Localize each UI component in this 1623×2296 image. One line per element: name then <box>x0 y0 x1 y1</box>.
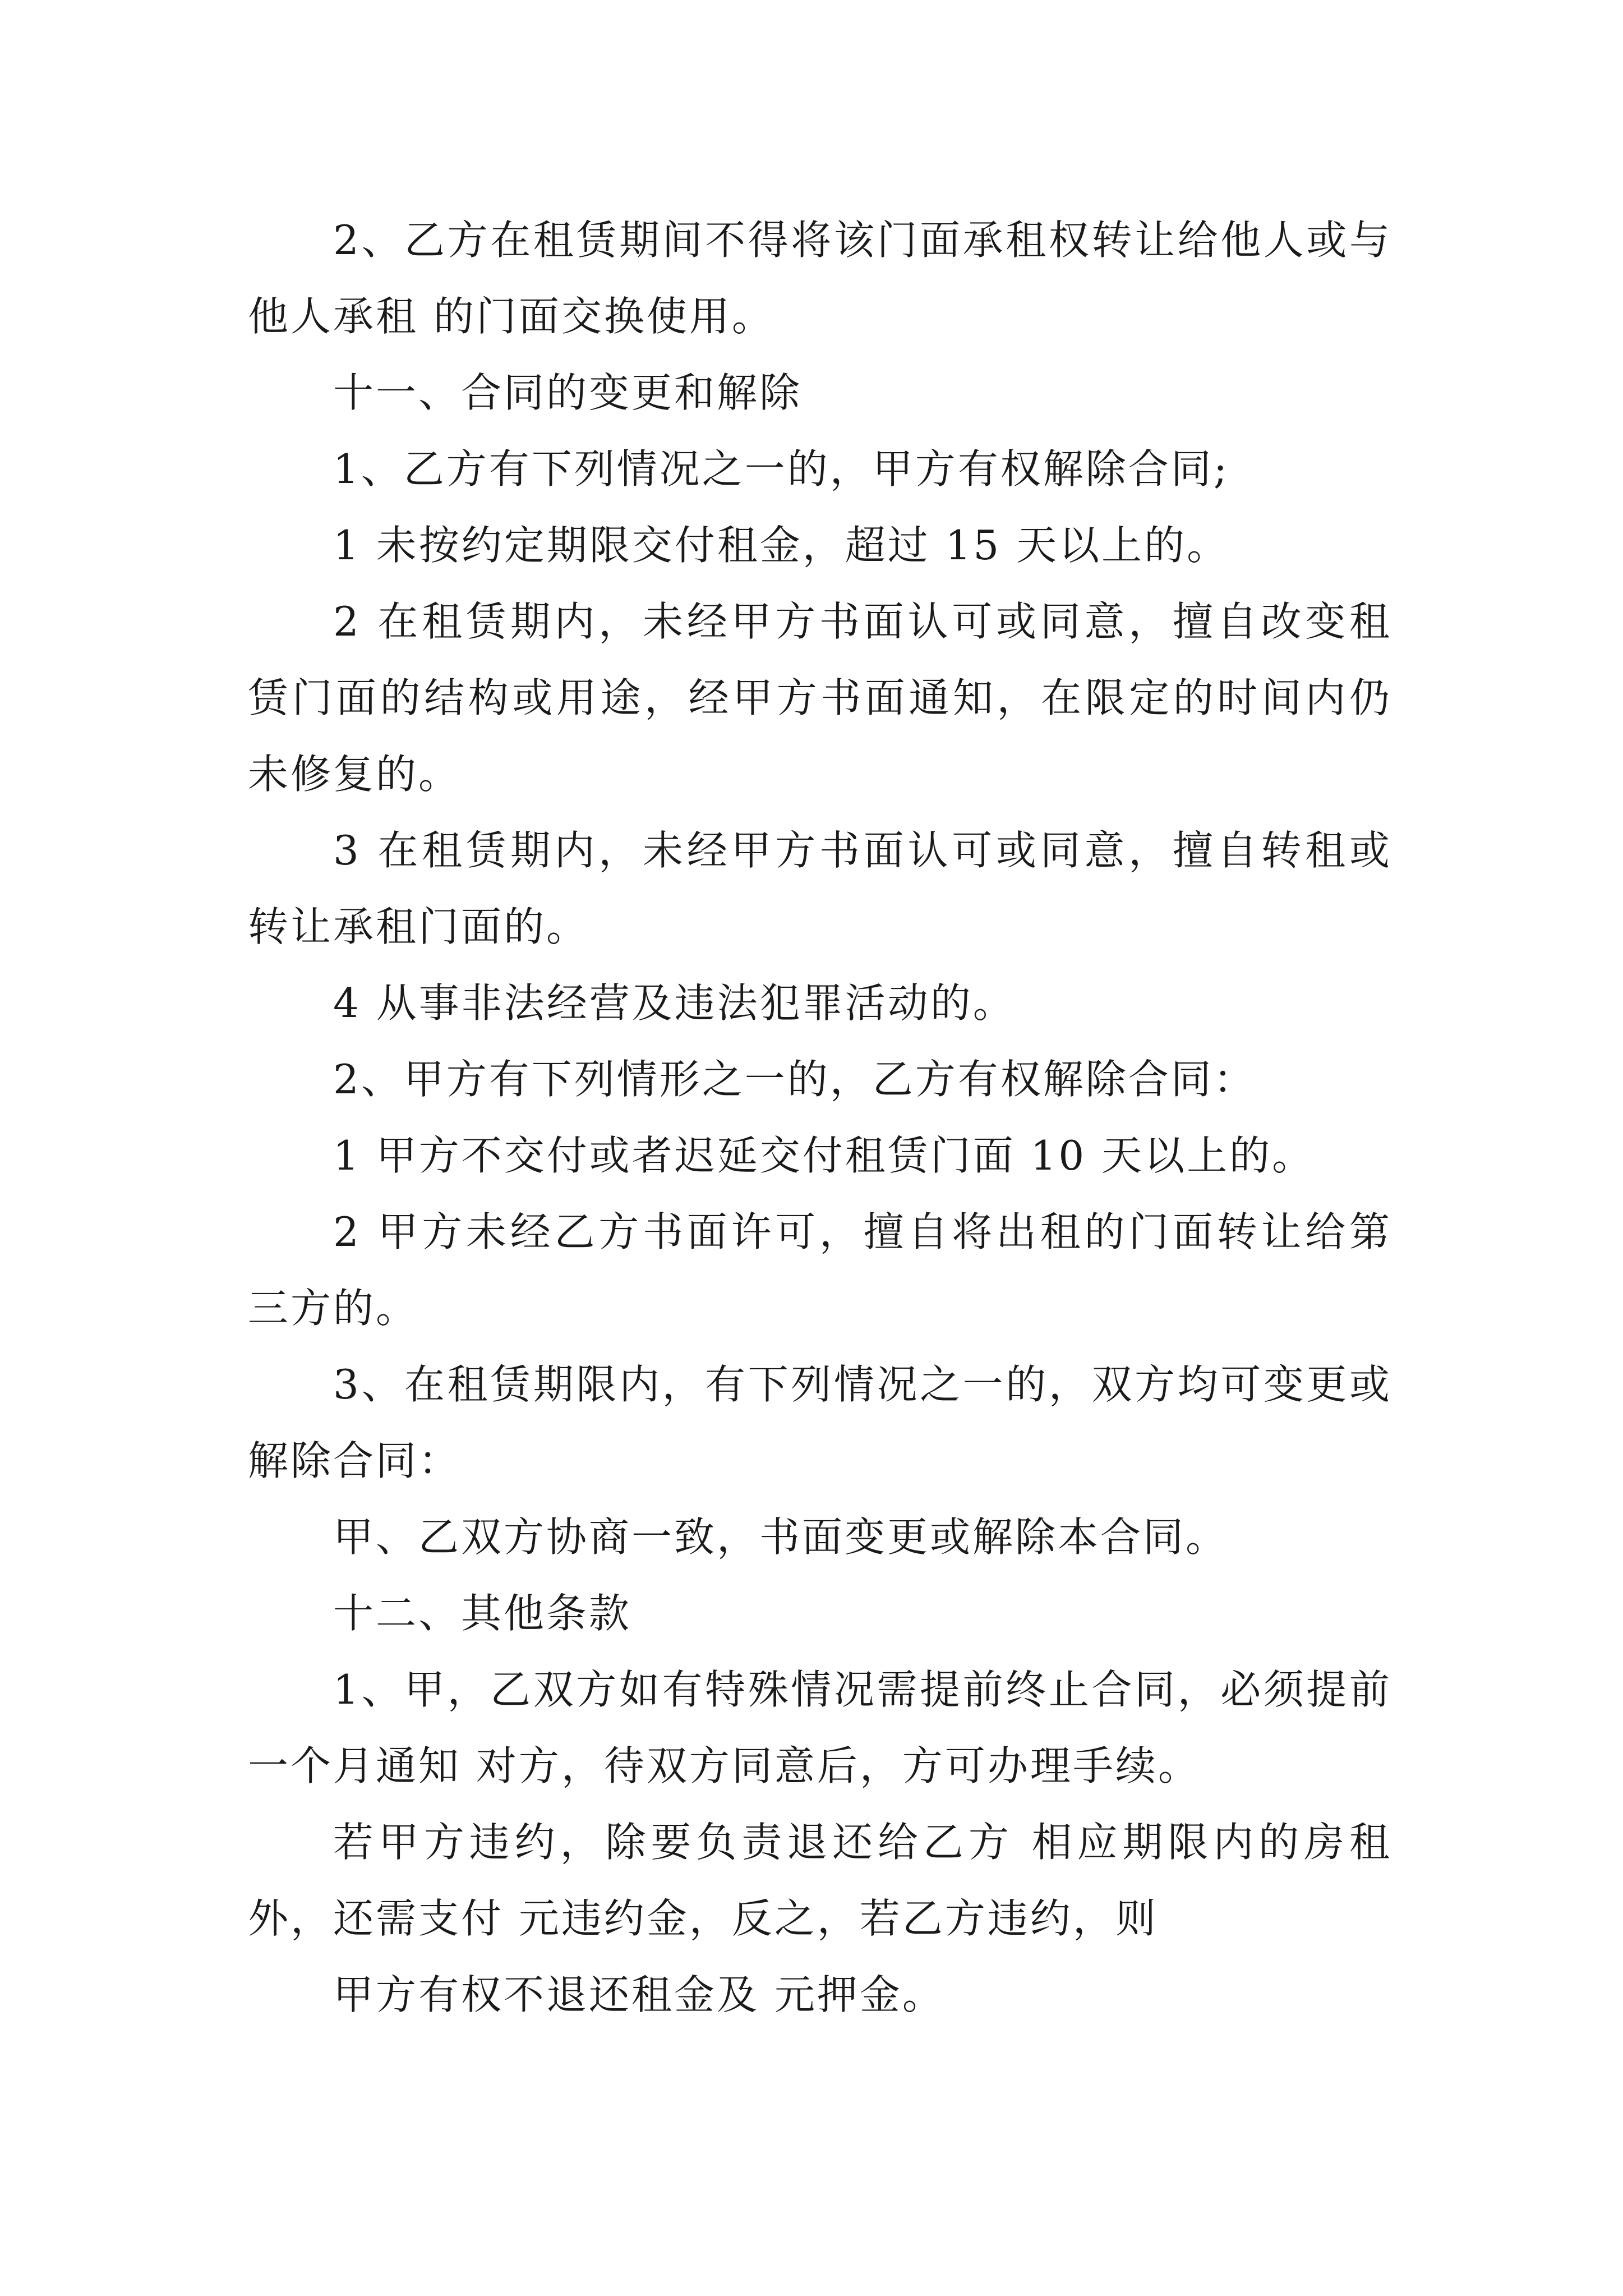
paragraph-clause-11-3-item: 甲、乙双方协商一致，书面变更或解除本合同。 <box>333 1513 1229 1561</box>
paragraph-clause-11-1-item-3: 3 在租赁期内，未经甲方书面认可或同意，擅自转租或转让承租门面的。 <box>248 827 1392 950</box>
paragraph-clause-11-2-item-2: 2 甲方未经乙方书面许可，擅自将出租的门面转让给第三方的。 <box>248 1208 1392 1332</box>
paragraph-clause-11-1: 1、乙方有下列情况之一的，甲方有权解除合同; <box>333 445 1230 493</box>
paragraph-deposit-terms: 甲方有权不退还租金及 元押金。 <box>333 1971 945 2018</box>
paragraph-clause-11-2: 2、甲方有下列情形之一的，乙方有权解除合同： <box>333 1056 1256 1103</box>
paragraph-clause-11-1-item-1: 1 未按约定期限交付租金，超过 15 天以上的。 <box>333 522 1230 569</box>
section-heading-11: 十一、合同的变更和解除 <box>333 369 803 416</box>
paragraph-clause-11-2-item-1: 1 甲方不交付或者迟延交付租赁门面 10 天以上的。 <box>333 1132 1315 1179</box>
section-heading-12: 十二、其他条款 <box>333 1590 632 1637</box>
paragraph-clause-12-1: 1、甲，乙双方如有特殊情况需提前终止合同，必须提前一个月通知 对方，待双方同意后，方可办理手续。 <box>248 1666 1392 1789</box>
paragraph-clause-10-2: 2、乙方在租赁期间不得将该门面承租权转让给他人或与他人承租 的门面交换使用。 <box>248 217 1392 340</box>
paragraph-breach-terms: 若甲方违约，除要负责退还给乙方 相应期限内的房租外，还需支付 元违约金，反之，若乙方违约，则 <box>248 1819 1392 1942</box>
paragraph-clause-11-1-item-2: 2 在租赁期内，未经甲方书面认可或同意，擅自改变租赁门面的结构或用途，经甲方书面通知，在限定的时间内仍未修复的。 <box>248 598 1392 798</box>
document-body <box>248 202 1392 2033</box>
paragraph-clause-11-1-item-4: 4 从事非法经营及违法犯罪活动的。 <box>333 979 1016 1027</box>
paragraph-clause-11-3: 3、在租赁期限内，有下列情况之一的，双方均可变更或解除合同： <box>248 1361 1392 1484</box>
